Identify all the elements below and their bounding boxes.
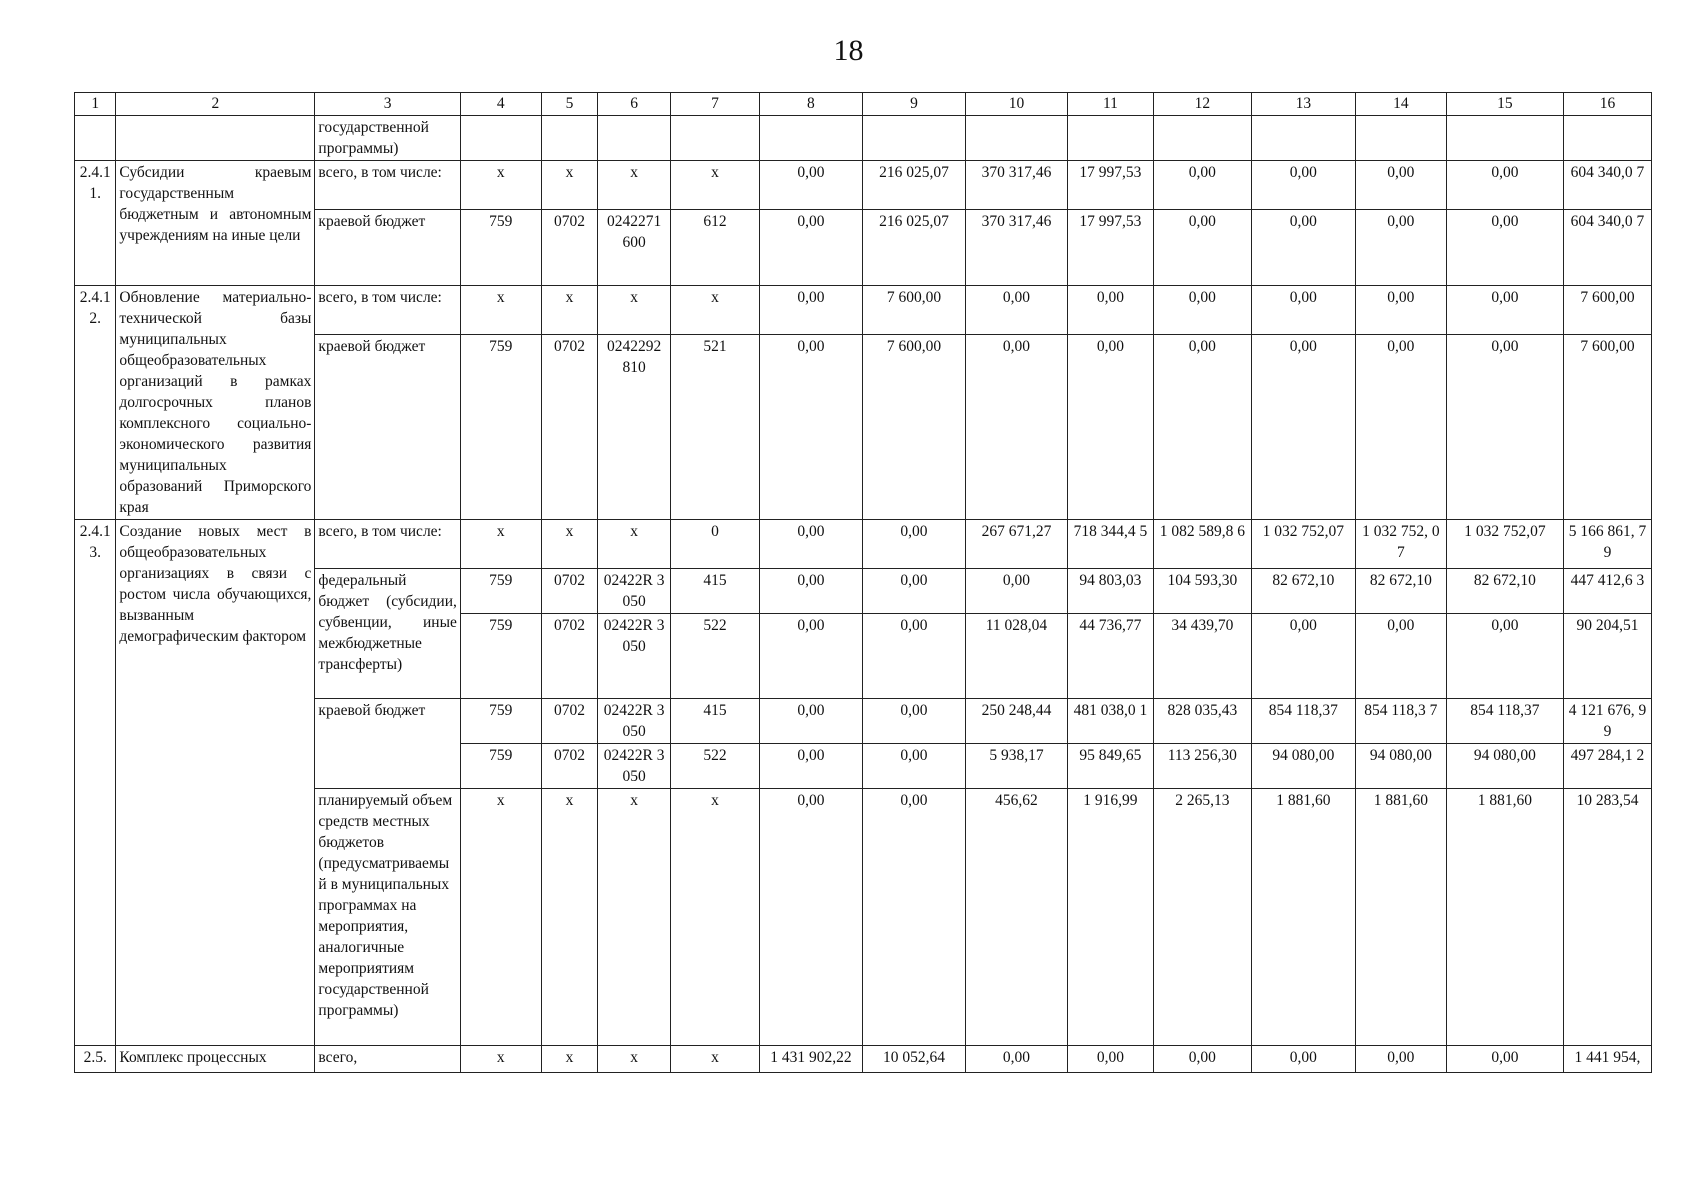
table-row xyxy=(75,1046,1652,1073)
cell: 02422R 3050 xyxy=(598,614,671,699)
row-number: 2.5. xyxy=(75,1046,116,1073)
cell: 0,00 xyxy=(1446,1046,1563,1073)
cell: 759 xyxy=(460,569,541,614)
cell: x xyxy=(671,1046,760,1073)
cell: 521 xyxy=(671,335,760,520)
cell: 1 916,99 xyxy=(1067,789,1153,1046)
cell: 0,00 xyxy=(1153,210,1251,286)
cell: 0,00 xyxy=(1355,335,1446,520)
header-cell: 11 xyxy=(1067,93,1153,116)
cell: 5 166 861, 79 xyxy=(1563,520,1651,569)
cell: x xyxy=(671,789,760,1046)
cell: 522 xyxy=(671,744,760,789)
cell: 0,00 xyxy=(1355,614,1446,699)
cell: x xyxy=(460,789,541,1046)
cell: 267 671,27 xyxy=(965,520,1067,569)
cell: 82 672,10 xyxy=(1251,569,1355,614)
cell: x xyxy=(598,520,671,569)
cell: 0,00 xyxy=(1067,1046,1153,1073)
cell: 1 881,60 xyxy=(1446,789,1563,1046)
cell: 1 881,60 xyxy=(1355,789,1446,1046)
row-number: 2.4.1 3. xyxy=(75,520,116,1046)
cell: 94 803,03 xyxy=(1067,569,1153,614)
cell: 17 997,53 xyxy=(1067,161,1153,210)
table-row xyxy=(75,161,1652,210)
cell: 0,00 xyxy=(862,744,965,789)
cell: 854 118,3 7 xyxy=(1355,699,1446,744)
header-cell: 8 xyxy=(759,93,862,116)
cell: 0,00 xyxy=(1446,286,1563,335)
cell: 34 439,70 xyxy=(1153,614,1251,699)
cell: 604 340,0 7 xyxy=(1563,161,1651,210)
cell: 0702 xyxy=(541,744,598,789)
cell-source: краевой бюджет xyxy=(315,335,460,520)
cell: 759 xyxy=(460,699,541,744)
cell: 0,00 xyxy=(1067,335,1153,520)
cell: 104 593,30 xyxy=(1153,569,1251,614)
cell: 216 025,07 xyxy=(862,161,965,210)
cell: 0,00 xyxy=(1251,210,1355,286)
cell: 113 256,30 xyxy=(1153,744,1251,789)
cell: 02422R 3050 xyxy=(598,744,671,789)
cell: 1 032 752, 07 xyxy=(1355,520,1446,569)
cell: 0242271 600 xyxy=(598,210,671,286)
cell: 0,00 xyxy=(759,789,862,1046)
cell: x xyxy=(541,789,598,1046)
cell: 854 118,37 xyxy=(1251,699,1355,744)
header-cell: 2 xyxy=(116,93,315,116)
cell: 0,00 xyxy=(965,286,1067,335)
cell: 1 032 752,07 xyxy=(1446,520,1563,569)
cell-source: всего, в том числе: xyxy=(315,520,460,569)
header-cell: 9 xyxy=(862,93,965,116)
cell: 0,00 xyxy=(1251,335,1355,520)
header-cell: 7 xyxy=(671,93,760,116)
cell: 0,00 xyxy=(1153,1046,1251,1073)
cell: x xyxy=(671,161,760,210)
table-row-continuation xyxy=(75,116,1652,161)
cell: 522 xyxy=(671,614,760,699)
cell: 759 xyxy=(460,614,541,699)
cell: 0,00 xyxy=(1153,286,1251,335)
cell: 0,00 xyxy=(965,335,1067,520)
cell: x xyxy=(541,161,598,210)
header-cell: 6 xyxy=(598,93,671,116)
cell-source: государственной программы) xyxy=(315,116,460,161)
header-cell: 5 xyxy=(541,93,598,116)
cell: 0,00 xyxy=(759,210,862,286)
cell: 612 xyxy=(671,210,760,286)
cell: 0,00 xyxy=(1153,161,1251,210)
activity-name: Комплекс процессных xyxy=(116,1046,315,1073)
cell: 7 600,00 xyxy=(862,286,965,335)
cell: 10 283,54 xyxy=(1563,789,1651,1046)
cell: 11 028,04 xyxy=(965,614,1067,699)
cell: 94 080,00 xyxy=(1446,744,1563,789)
header-cell: 1 xyxy=(75,93,116,116)
header-cell: 14 xyxy=(1355,93,1446,116)
cell: 759 xyxy=(460,744,541,789)
cell: 0,00 xyxy=(1067,286,1153,335)
cell: x xyxy=(598,1046,671,1073)
cell: 10 052,64 xyxy=(862,1046,965,1073)
row-number: 2.4.1 1. xyxy=(75,161,116,286)
page-number: 18 xyxy=(833,34,864,67)
cell: 44 736,77 xyxy=(1067,614,1153,699)
cell-source: всего, xyxy=(315,1046,460,1073)
cell: 718 344,4 5 xyxy=(1067,520,1153,569)
activity-name: Субсидии краевым государственным бюджетным и автономным учреждениям на иные цели xyxy=(116,161,315,286)
cell: x xyxy=(598,161,671,210)
row-number: 2.4.1 2. xyxy=(75,286,116,520)
header-cell: 15 xyxy=(1446,93,1563,116)
cell: 0,00 xyxy=(1251,614,1355,699)
cell: 216 025,07 xyxy=(862,210,965,286)
cell: 0,00 xyxy=(759,161,862,210)
cell: 94 080,00 xyxy=(1251,744,1355,789)
cell: 94 080,00 xyxy=(1355,744,1446,789)
cell: 481 038,0 1 xyxy=(1067,699,1153,744)
cell: 0,00 xyxy=(965,569,1067,614)
cell: x xyxy=(541,520,598,569)
header-cell: 10 xyxy=(965,93,1067,116)
cell: 0,00 xyxy=(1251,161,1355,210)
cell: 456,62 xyxy=(965,789,1067,1046)
cell: x xyxy=(541,286,598,335)
cell: 7 600,00 xyxy=(1563,335,1651,520)
cell: 0,00 xyxy=(1251,1046,1355,1073)
cell: 90 204,51 xyxy=(1563,614,1651,699)
cell: 02422R 3050 xyxy=(598,699,671,744)
cell: 0,00 xyxy=(1355,286,1446,335)
cell: x xyxy=(541,1046,598,1073)
header-cell: 3 xyxy=(315,93,460,116)
cell: 0,00 xyxy=(759,335,862,520)
cell: 0,00 xyxy=(759,614,862,699)
cell: 1 431 902,22 xyxy=(759,1046,862,1073)
cell: 0,00 xyxy=(1446,161,1563,210)
cell: 0 xyxy=(671,520,760,569)
cell-source: всего, в том числе: xyxy=(315,286,460,335)
cell: 0,00 xyxy=(1153,335,1251,520)
cell: 1 881,60 xyxy=(1251,789,1355,1046)
cell-source: краевой бюджет xyxy=(315,699,460,789)
cell: 82 672,10 xyxy=(1355,569,1446,614)
cell: 497 284,1 2 xyxy=(1563,744,1651,789)
cell: 0242292 810 xyxy=(598,335,671,520)
cell: 0702 xyxy=(541,210,598,286)
cell: 0,00 xyxy=(862,789,965,1046)
cell: 759 xyxy=(460,335,541,520)
cell: x xyxy=(460,1046,541,1073)
cell: x xyxy=(671,286,760,335)
cell: 0,00 xyxy=(965,1046,1067,1073)
cell-source: федеральный бюджет (субсидии, субвенции, иные межбюджетные трансферты) xyxy=(315,569,460,699)
cell: 0,00 xyxy=(862,699,965,744)
cell: 0,00 xyxy=(1251,286,1355,335)
table-row xyxy=(75,520,1652,569)
cell: 82 672,10 xyxy=(1446,569,1563,614)
cell: 370 317,46 xyxy=(965,161,1067,210)
cell: x xyxy=(460,520,541,569)
cell: 0702 xyxy=(541,335,598,520)
cell: 0702 xyxy=(541,699,598,744)
cell: 0,00 xyxy=(759,286,862,335)
cell: 447 412,6 3 xyxy=(1563,569,1651,614)
cell: 415 xyxy=(671,699,760,744)
cell: x xyxy=(460,161,541,210)
cell: 0,00 xyxy=(862,569,965,614)
cell: 854 118,37 xyxy=(1446,699,1563,744)
cell-source: всего, в том числе: xyxy=(315,161,460,210)
cell: 0702 xyxy=(541,569,598,614)
cell: 0,00 xyxy=(1446,335,1563,520)
cell: 759 xyxy=(460,210,541,286)
cell: 370 317,46 xyxy=(965,210,1067,286)
cell: 02422R 3050 xyxy=(598,569,671,614)
cell: 415 xyxy=(671,569,760,614)
cell: 0,00 xyxy=(1446,614,1563,699)
activity-name: Обновление материально-технической базы муниципальных общеобразовательных организаций в рамках долгосрочных планов комплексного социально-экономического развития муниципальных образований Приморского края xyxy=(116,286,315,520)
cell: 0,00 xyxy=(1446,210,1563,286)
cell: 7 600,00 xyxy=(862,335,965,520)
cell: 0,00 xyxy=(759,744,862,789)
table-row xyxy=(75,286,1652,335)
cell: 0702 xyxy=(541,614,598,699)
header-cell: 4 xyxy=(460,93,541,116)
cell: x xyxy=(598,789,671,1046)
cell-source: краевой бюджет xyxy=(315,210,460,286)
cell: 0,00 xyxy=(759,699,862,744)
cell: 95 849,65 xyxy=(1067,744,1153,789)
cell: x xyxy=(598,286,671,335)
activity-name: Создание новых мест в общеобразовательных организациях в связи с ростом числа обучающихся, вызванным демографическим фактором xyxy=(116,520,315,1046)
header-cell: 13 xyxy=(1251,93,1355,116)
cell: 0,00 xyxy=(1355,161,1446,210)
cell: 0,00 xyxy=(759,520,862,569)
cell: 0,00 xyxy=(862,614,965,699)
cell: 2 265,13 xyxy=(1153,789,1251,1046)
cell: 17 997,53 xyxy=(1067,210,1153,286)
cell-source: планируемый объем средств местных бюджетов (предусматриваемый в муниципальных программах на мероприятия, аналогичные мероприятиям государственной программы) xyxy=(315,789,460,1046)
cell: 1 441 954, xyxy=(1563,1046,1651,1073)
cell: x xyxy=(460,286,541,335)
cell: 0,00 xyxy=(759,569,862,614)
cell: 604 340,0 7 xyxy=(1563,210,1651,286)
cell: 250 248,44 xyxy=(965,699,1067,744)
cell: 0,00 xyxy=(862,520,965,569)
header-row xyxy=(75,93,1652,116)
cell: 4 121 676, 99 xyxy=(1563,699,1651,744)
cell: 828 035,43 xyxy=(1153,699,1251,744)
cell: 0,00 xyxy=(1355,1046,1446,1073)
cell: 1 082 589,8 6 xyxy=(1153,520,1251,569)
budget-table xyxy=(74,92,1652,1073)
header-cell: 16 xyxy=(1563,93,1651,116)
cell: 7 600,00 xyxy=(1563,286,1651,335)
cell: 0,00 xyxy=(1355,210,1446,286)
cell: 1 032 752,07 xyxy=(1251,520,1355,569)
cell: 5 938,17 xyxy=(965,744,1067,789)
header-cell: 12 xyxy=(1153,93,1251,116)
